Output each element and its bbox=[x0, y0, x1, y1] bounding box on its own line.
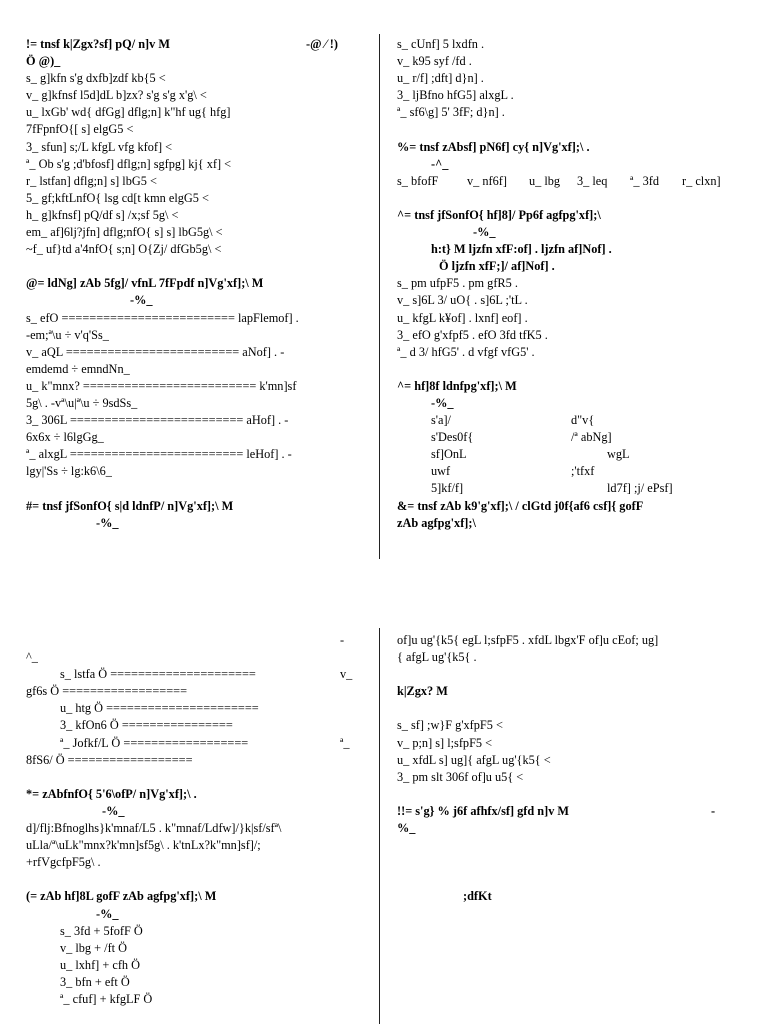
question-9-heading: (= zAb hf]8L gofF zAb agfpg'xf];\ M bbox=[26, 889, 217, 904]
list-item: 3_ bfn + eft Ö bbox=[60, 974, 130, 989]
list-item: s_ 3fd + 5fofF Ö bbox=[60, 923, 143, 938]
list-item: 7fFpnfO{[ s] elgG5 < bbox=[26, 122, 134, 137]
list-item: uLla/ª\uLk"mnx?k'mn]sf5g\ . k'tnLx?k"mn]sf]/; bbox=[26, 838, 261, 853]
list-item: v_ aQL ========================= aNof] . - bbox=[26, 344, 285, 359]
question-11-marks: %_ bbox=[397, 821, 416, 836]
list-item: 3_ efO g'xfpf5 . efO 3fd tfK5 . bbox=[397, 327, 548, 342]
list-item: em_ af]6lj?jfn] dflg;nfO{ s] s] lbG5g\ < bbox=[26, 225, 223, 240]
question-8-marks: -%_ bbox=[102, 803, 125, 818]
question-5-example: h:t} M ljzfn xfF:of] . ljzfn af]Nof] . bbox=[431, 242, 612, 257]
question-2-heading: @= ldNg] zAb 5fg]/ vfnL 7fFpdf n]Vg'xf];\ M bbox=[26, 276, 264, 291]
top-dash-line: - bbox=[340, 633, 345, 647]
list-item: 8fS6/ Ö ================== bbox=[26, 752, 193, 767]
list-item: v_ nf6f] bbox=[467, 173, 507, 188]
question-5-example-answer: Ö ljzfn xfF;]/ af]Nof] . bbox=[439, 259, 555, 274]
question-4-heading: %= tnsf zAbsf] pN6f] cy{ n]Vg'xf];\ . bbox=[397, 139, 590, 154]
list-item: r_ lstfan] dflg;n] s] lbG5 < bbox=[26, 173, 157, 188]
marks-line: Ö @)_ bbox=[26, 54, 61, 69]
table-row: 5]kf/f] ld7f] ;j/ ePsf] bbox=[431, 481, 673, 496]
table-row: s'a]/ d"v{ bbox=[431, 413, 595, 428]
list-item: 3_ sfun] s;/L kfgL vfg kfof] < bbox=[26, 139, 173, 154]
list-item: v_ s]6L 3/ uO{ . s]6L ;'tL . bbox=[397, 293, 528, 308]
list-item: 3_ ljBfno hfG5] alxgL . bbox=[397, 88, 514, 103]
list-item: s_ efO ========================= lapFlemof] . bbox=[26, 310, 299, 325]
question-7-heading-cont: zAb agfpg'xf];\ bbox=[397, 515, 476, 530]
question-6-marks: -%_ bbox=[431, 395, 454, 410]
list-item: u_ r/f] ;dft] d}n] . bbox=[397, 71, 484, 86]
table-row: sf]OnL wgL bbox=[431, 447, 630, 462]
question-4-row bbox=[397, 173, 737, 190]
top-left-column bbox=[26, 36, 366, 532]
passage bbox=[397, 632, 737, 666]
question-5-marks: -%_ bbox=[473, 225, 496, 240]
list-item: u_ lxhf] + cfh Ö bbox=[60, 957, 141, 972]
list-item: of]u ug'{k5{ egL l;sfpF5 . xfdL lbgx'F of]u cEof; ug] bbox=[397, 633, 659, 647]
list-item: s_ bfofF bbox=[397, 173, 439, 188]
question-3-list bbox=[397, 36, 737, 121]
question-3-marks: -%_ bbox=[96, 515, 119, 530]
list-item: 5g\ . -vª\u|ª\u ÷ 9sdSs_ bbox=[26, 395, 138, 410]
question-7-heading: &= tnsf zAb k9'g'xf];\ / clGtd j0f{af6 csf]{ gofF bbox=[397, 498, 644, 513]
question-6-heading: ^= hf]8f ldnfpg'xf];\ M bbox=[397, 378, 517, 393]
question-9-list bbox=[26, 923, 366, 1008]
list-item: s_ pm ufpF5 . pm gfR5 . bbox=[397, 276, 518, 291]
list-item: 3_ leq bbox=[577, 173, 608, 188]
question-7-list bbox=[26, 666, 366, 769]
column-divider-top bbox=[379, 34, 380, 559]
list-item: s_ lstfa Ö ===================== v_ bbox=[60, 667, 353, 682]
list-item: ª_ sf6\g] 5' 3fF; d}n] . bbox=[397, 105, 505, 120]
question-11-dash: - bbox=[711, 803, 716, 818]
list-item: v_ p;n] s] l;sfpF5 < bbox=[397, 735, 493, 750]
list-item: +rfVgcfpF5g\ . bbox=[26, 855, 101, 870]
question-6-table bbox=[397, 412, 737, 497]
question-10-heading: k|Zgx? M bbox=[397, 684, 448, 699]
question-3-heading: #= tnsf jfSonfO{ s|d ldnfP/ n]Vg'xf];\ M bbox=[26, 498, 234, 513]
list-item: 5_ gf;kftLnfO{ lsg cd[t kmn elgG5 < bbox=[26, 190, 209, 205]
list-item: ª_ Jofkf/L Ö ================== ª_ bbox=[60, 735, 350, 750]
list-item: r_ clxn] bbox=[682, 173, 721, 188]
list-item: v_ lbg + /ft Ö bbox=[60, 940, 128, 955]
list-item: 3_ pm slt 306f of]u u5{ < bbox=[397, 769, 524, 784]
list-item: u_ lbg bbox=[529, 173, 561, 188]
question-9-marks: -%_ bbox=[96, 906, 119, 921]
marks-line: ^_ bbox=[26, 650, 38, 665]
list-item: s_ sf] ;w}F g'xfpF5 < bbox=[397, 718, 503, 733]
question-10-list bbox=[397, 717, 737, 785]
list-item: d]/flj:Bfnoglhs}k'mnaf/L5 . k"mnaf/Ldfw]/}k|sf/sfª\ bbox=[26, 821, 282, 836]
list-item: u_ htg Ö ====================== bbox=[60, 701, 259, 716]
list-item: ª_ 3fd bbox=[630, 173, 660, 188]
end-word: ;dfKt bbox=[463, 889, 492, 904]
list-item: u_ k"mnx? ========================= k'mn]sf bbox=[26, 378, 297, 393]
question-1-list bbox=[26, 70, 366, 258]
list-item: gf6s Ö ================== bbox=[26, 684, 188, 699]
bottom-left-column bbox=[26, 632, 366, 1008]
list-item: u_ lxGb' wd{ dfGg] dflg;n] k"hf ug{ hfg] bbox=[26, 105, 231, 120]
table-row: s'Des0f{ /ª abNg] bbox=[431, 430, 612, 445]
list-item: ~f_ uf}td a'4nfO{ s;n] O{Zj/ dfGb5g\ < bbox=[26, 242, 222, 257]
question-5-list bbox=[397, 275, 737, 360]
column-divider-bottom bbox=[379, 628, 380, 1024]
list-item: { afgL ug'{k5{ . bbox=[397, 650, 477, 665]
list-item: 3_ 306L ========================= aHof] . - bbox=[26, 413, 289, 428]
list-item: 6x6x ÷ l6lgGg_ bbox=[26, 430, 104, 445]
question-8-heading: *= zAbfnfO{ 5'6\ofP/ n]Vg'xf];\ . bbox=[26, 786, 197, 801]
top-right-column bbox=[397, 36, 737, 532]
list-item: ª_ d 3/ hfG5' . d vfgf vfG5' . bbox=[397, 344, 535, 359]
question-2-list bbox=[26, 310, 366, 481]
question-1-heading: != tnsf k|Zgx?sf] pQ/ n]v M -@ ⁄ !) bbox=[26, 36, 366, 53]
list-item: -em;ª\u ÷ v'q'Ss_ bbox=[26, 327, 109, 342]
question-5-heading: ^= tnsf jfSonfO{ hf]8]/ Pp6f agfpg'xf];\ bbox=[397, 207, 601, 222]
list-item: v_ k95 syf /fd . bbox=[397, 54, 472, 69]
list-item: s_ cUnf] 5 lxdfn . bbox=[397, 37, 485, 51]
question-1-heading-right: -@ ⁄ !) bbox=[306, 37, 338, 51]
table-row: uwf ;'tfxf bbox=[431, 464, 595, 479]
question-8-paragraph bbox=[26, 820, 366, 871]
list-item: h_ g]kfnsf] pQ/df s] /x;sf 5g\ < bbox=[26, 207, 179, 222]
bottom-right-column bbox=[397, 632, 737, 905]
list-item: ª_ alxgL ========================= leHof] . - bbox=[26, 447, 292, 462]
question-2-marks: -%_ bbox=[130, 293, 153, 308]
list-item: emdemd ÷ emndNn_ bbox=[26, 361, 130, 376]
question-4-marks: -^_ bbox=[431, 156, 449, 171]
list-item: s_ g]kfn s'g dxfb]zdf kb{5 < bbox=[26, 71, 166, 86]
list-item: 3_ kfOn6 Ö ================ bbox=[60, 718, 233, 733]
list-item: u_ xfdL s] ug]{ afgL ug'{k5{ < bbox=[397, 752, 551, 767]
list-item: v_ g]kfnsf l5d]dL b]zx? s'g s'g x'g\ < bbox=[26, 88, 207, 103]
question-11-heading: !!= s'g} % j6f afhfx/sf] gfd n]v M - bbox=[397, 803, 737, 820]
list-item: lgy|'Ss ÷ lg:k6\6_ bbox=[26, 464, 112, 479]
list-item: ª_ cfuf] + kfgLF Ö bbox=[60, 991, 153, 1006]
list-item: u_ kfgL k¥of] . lxnf] eof] . bbox=[397, 310, 528, 325]
list-item: ª_ Ob s'g ;d'bfosf] dflg;n] sgfpg] kj{ xf] < bbox=[26, 156, 232, 171]
